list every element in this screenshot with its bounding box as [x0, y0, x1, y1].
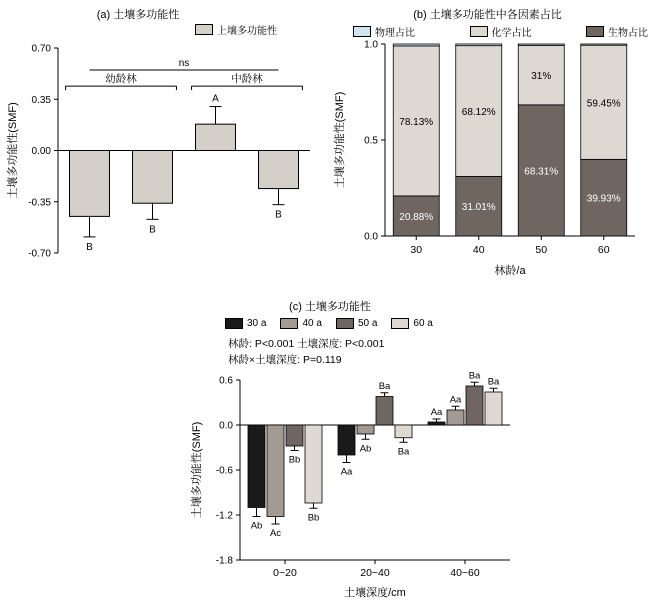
panel-b-y-tick-label: 1.0 — [364, 39, 378, 51]
panel-c — [120, 298, 540, 610]
panel-a — [0, 6, 325, 291]
panel-c-sig-label: Ba — [468, 370, 481, 382]
panel-c-sig-label: Ba — [487, 376, 500, 388]
panel-b-y-tick-label: 0.5 — [364, 135, 378, 147]
panel-b-y-tick-label: 0.0 — [364, 231, 378, 243]
panel-c-sig-label: Ba — [378, 380, 391, 392]
legend-label-chemical: 化学占比 — [491, 28, 532, 39]
panel-a-y-tick-label: -0.35 — [28, 197, 51, 209]
panel-c-sig-label: Ba — [397, 446, 410, 458]
panel-c-bar — [485, 392, 502, 425]
panel-c-sig-label: Bb — [307, 512, 320, 524]
panel-b-x-tick-label: 60 — [597, 244, 610, 256]
panel-c-y-tick-label: -0.6 — [215, 465, 233, 477]
panel-a-ns-label: ns — [178, 57, 190, 69]
panel-a-sig-label: B — [86, 241, 93, 253]
panel-c-bar — [447, 410, 464, 425]
panel-a-plot — [0, 28, 325, 293]
panel-b-x-tick-label: 30 — [410, 244, 423, 256]
panel-b-value-label-chemical: 31% — [531, 71, 552, 83]
panel-c-x-tick-label: 20~40 — [360, 567, 390, 579]
panel-a-y-tick-label: 0.00 — [31, 146, 51, 157]
panel-b-value-label-chemical: 68.12% — [461, 107, 496, 119]
panel-a-sig-label: B — [275, 209, 282, 221]
panel-c-sig-label: Ab — [359, 443, 372, 455]
panel-c-bar — [357, 425, 374, 434]
panel-c-x-axis-label: 土壤深度/cm — [344, 587, 406, 599]
panel-c-bar — [395, 425, 412, 438]
panel-c-plot — [120, 370, 540, 610]
legend-swatch-50a — [336, 318, 354, 329]
panel-b-value-label-chemical: 59.45% — [586, 98, 621, 110]
panel-a-bar — [133, 151, 173, 204]
panel-c-y-axis-label: 土壤多功能性(SMF) — [191, 421, 203, 519]
panel-b-value-label-biological: 68.31% — [524, 166, 559, 178]
panel-c-stat-1: 林龄: P<0.001 土壤深度: P<0.001 — [228, 338, 385, 350]
panel-c-y-tick-label: -1.8 — [215, 555, 233, 567]
panel-c-y-tick-label: 0.0 — [219, 420, 233, 432]
panel-a-y-tick-label: 0.35 — [31, 94, 51, 106]
legend-label-30a: 30 a — [247, 318, 267, 329]
panel-b-plot — [325, 30, 650, 298]
panel-a-group-label: 幼龄林 — [105, 73, 137, 86]
panel-c-x-tick-label: 40~60 — [450, 567, 480, 579]
panel-b-x-tick-label: 40 — [472, 244, 485, 256]
legend-label-60a: 60 a — [413, 318, 433, 329]
panel-c-bar — [305, 425, 322, 503]
panel-c-legend — [225, 318, 433, 329]
legend-label-smf: 上壤多功能性 — [217, 26, 277, 37]
panel-c-bar — [428, 422, 445, 425]
panel-b-segment-physical — [393, 44, 439, 46]
panel-b-segment-physical — [456, 44, 502, 46]
panel-a-sig-label: A — [212, 93, 219, 105]
panel-c-y-tick-label: -1.2 — [215, 510, 233, 522]
panel-a-y-axis-label: 土壤多功能性(SMF) — [7, 102, 19, 199]
panel-a-sig-label: B — [149, 224, 156, 236]
panel-a-bar — [259, 151, 299, 189]
panel-b-value-label-chemical: 78.13% — [399, 116, 434, 128]
panel-b-x-tick-label: 50 — [535, 244, 548, 256]
panel-a-bar — [196, 124, 236, 150]
panel-c-y-tick-label: 0.6 — [219, 375, 233, 387]
panel-a-group-label: 中龄林 — [231, 73, 263, 86]
panel-c-bar — [286, 425, 303, 446]
panel-a-title: (a) 土壤多功能性 — [96, 9, 180, 21]
panel-b-segment-physical — [581, 44, 627, 45]
panel-b-segment-physical — [518, 44, 564, 45]
legend-label-biological: 生物占比 — [608, 28, 648, 39]
panel-b-value-label-biological: 20.88% — [399, 211, 434, 223]
panel-c-bar — [338, 425, 355, 455]
panel-c-bar — [267, 425, 284, 517]
panel-c-sig-label: Ac — [269, 528, 282, 539]
panel-b-value-label-biological: 31.01% — [461, 202, 496, 214]
panel-c-bar — [466, 386, 483, 425]
panel-c-sig-label: Bb — [288, 454, 301, 466]
panel-c-sig-label: Ab — [250, 520, 263, 532]
legend-swatch-40a — [280, 318, 298, 329]
panel-c-bar — [376, 397, 393, 426]
panel-c-stat-2: 林龄×土壤深度: P=0.119 — [228, 354, 342, 366]
panel-c-sig-label: Aa — [430, 407, 443, 418]
panel-b — [325, 6, 650, 298]
panel-c-x-tick-label: 0~20 — [273, 567, 297, 579]
panel-b-y-axis-label: 土壤多功能性(SMF) — [334, 91, 346, 189]
panel-a-y-tick-label: -0.70 — [28, 248, 51, 260]
panel-b-value-label-biological: 39.93% — [586, 193, 621, 205]
legend-label-40a: 40 a — [302, 318, 322, 329]
panel-c-title: (c) 土壤多功能性 — [289, 301, 371, 313]
panel-c-sig-label: Aa — [340, 466, 353, 478]
panel-a-bar — [70, 151, 110, 217]
panel-c-bar — [248, 425, 265, 508]
panel-a-y-tick-label: 0.70 — [31, 43, 51, 55]
panel-b-x-axis-label: 林龄/a — [494, 265, 526, 277]
legend-swatch-60a — [391, 318, 409, 329]
legend-label-physical: 物理占比 — [375, 28, 415, 39]
legend-label-50a: 50 a — [357, 318, 378, 329]
panel-b-title: (b) 土壤多功能性中各因素占比 — [413, 9, 562, 21]
panel-c-sig-label: Aa — [449, 394, 462, 406]
legend-swatch-30a — [225, 318, 243, 329]
